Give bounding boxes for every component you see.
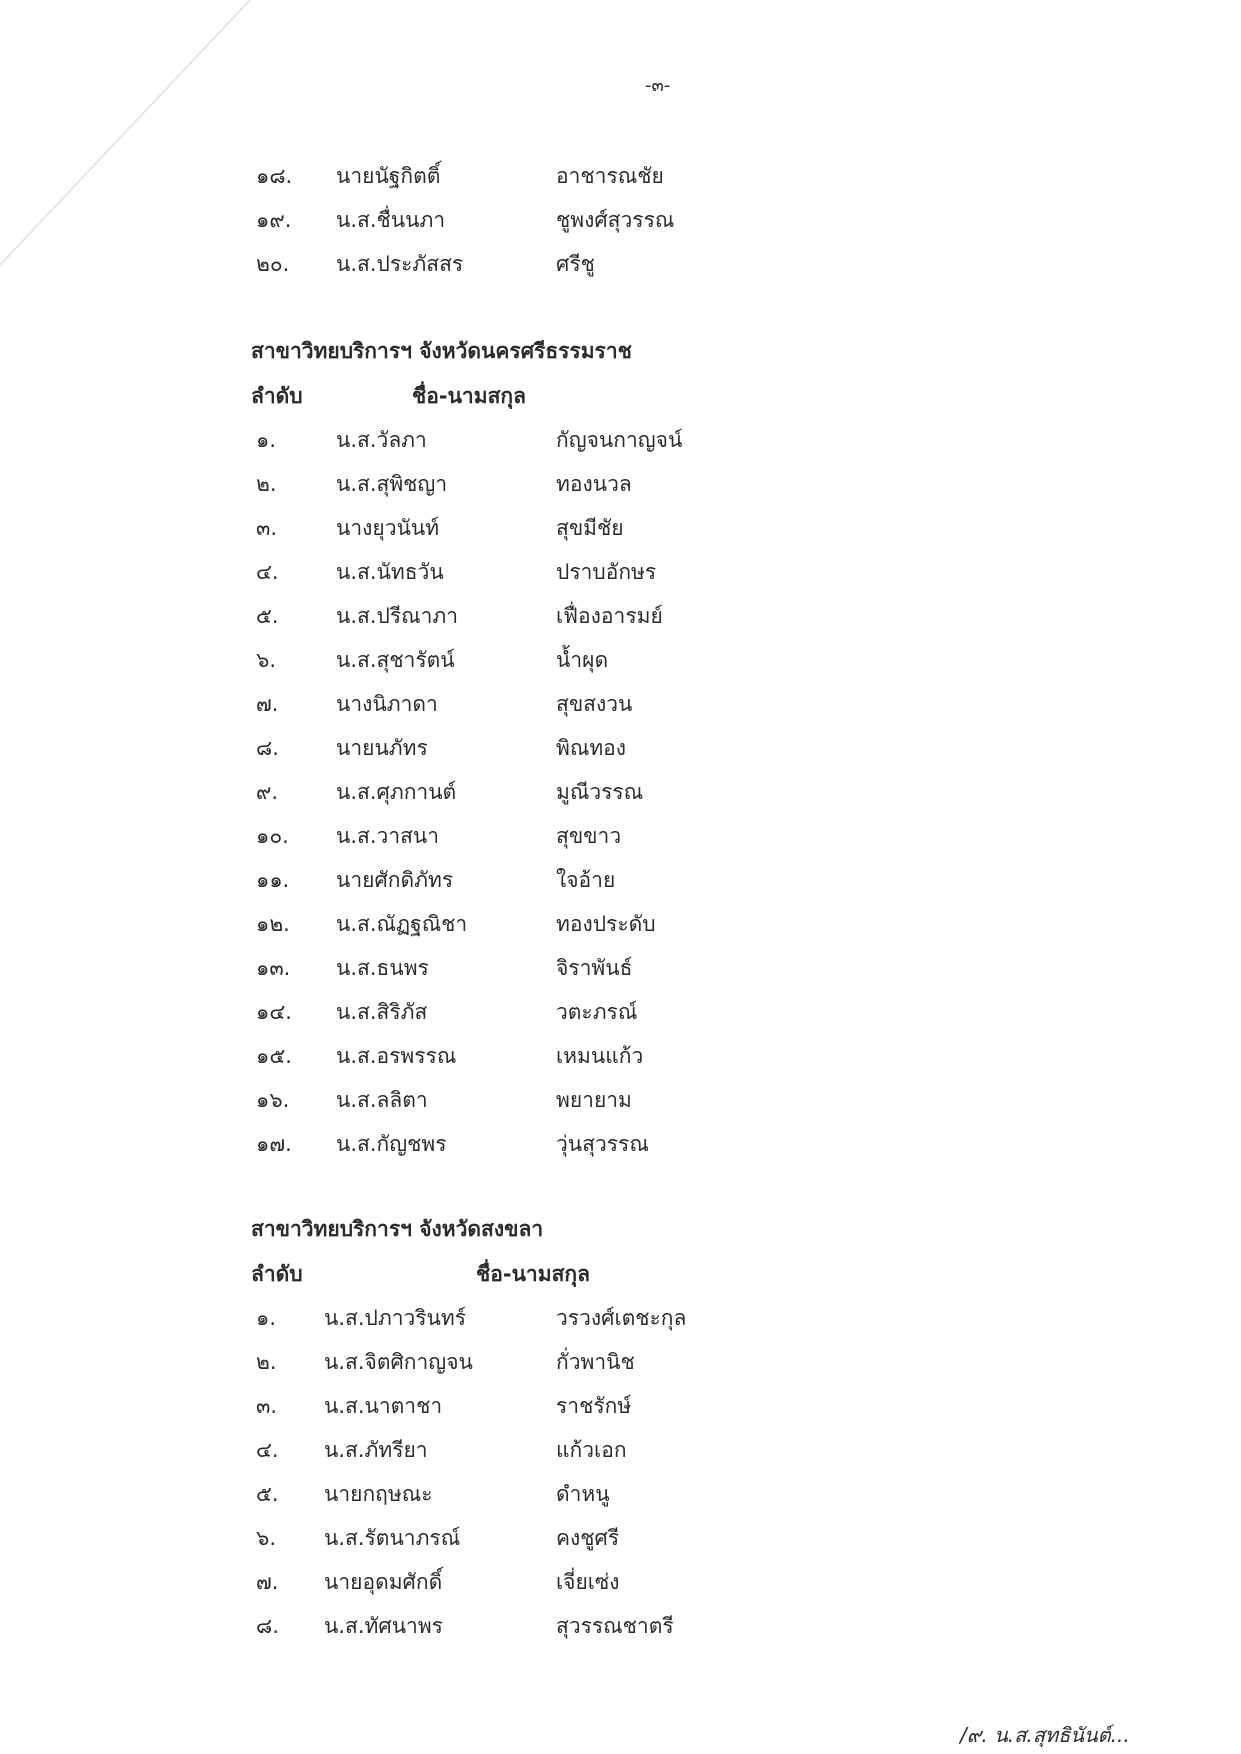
item-number: ๑๓. — [256, 956, 291, 980]
item-name: น.ส.สิริภัส — [336, 1000, 428, 1024]
page-number: -๓- — [645, 75, 671, 96]
item-number: ๖. — [256, 648, 277, 672]
item-name: นายกฤษณะ — [324, 1482, 433, 1506]
item-name: น.ส.ภัทรียา — [324, 1438, 428, 1462]
item-name: น.ส.วัลภา — [336, 428, 427, 452]
item-name: น.ส.อรพรรณ — [336, 1044, 457, 1068]
item-surname: สุวรรณชาตรี — [556, 1614, 674, 1638]
item-number: ๓. — [256, 1394, 278, 1418]
item-surname: กัญจนกาญจน์ — [556, 428, 683, 452]
item-number: ๕. — [256, 1482, 279, 1506]
item-name: น.ส.ณัฏฐณิชา — [336, 912, 468, 936]
item-number: ๕. — [256, 604, 279, 628]
item-number: ๑๔. — [256, 1000, 292, 1024]
item-surname: พยายาม — [556, 1088, 632, 1112]
item-surname: ดำหนู — [556, 1482, 610, 1506]
section-title-nakhon-si-thammarat: สาขาวิทยบริการฯ จังหวัดนครศรีธรรมราช — [251, 339, 632, 363]
item-number: ๒. — [256, 472, 277, 496]
item-surname: ทองประดับ — [556, 912, 656, 936]
item-name: นายนภัทร — [336, 736, 428, 760]
item-name: นางยุวนันท์ — [336, 516, 440, 540]
item-number: ๒๐. — [256, 252, 290, 276]
item-surname: เฟื่องอารมย์ — [556, 604, 663, 628]
item-number: ๑๗. — [256, 1132, 292, 1156]
item-surname: สุขขาว — [556, 824, 622, 848]
item-number: ๙. — [256, 780, 279, 804]
item-name: น.ส.ปรีณาภา — [336, 604, 459, 628]
item-surname: ปราบอักษร — [556, 560, 657, 584]
column-header-name: ชื่อ-นามสกุล — [476, 1262, 590, 1286]
item-number: ๒. — [256, 1350, 277, 1374]
item-name: นางนิภาดา — [336, 692, 438, 716]
item-surname: เจี่ยเซ่ง — [556, 1570, 620, 1594]
item-name: น.ส.ทัศนาพร — [324, 1614, 443, 1638]
item-surname: ชูพงศ์สุวรรณ — [556, 208, 675, 232]
item-surname: พิณทอง — [556, 736, 627, 760]
item-number: ๘. — [256, 736, 279, 760]
item-name: น.ส.วาสนา — [336, 824, 440, 848]
item-name: น.ส.ลลิตา — [336, 1088, 428, 1112]
item-name: นายนัฐกิตติ์ — [336, 164, 441, 188]
item-number: ๘. — [256, 1614, 279, 1638]
item-surname: อาชารณชัย — [556, 164, 664, 188]
item-number: ๑๙. — [256, 208, 292, 232]
column-header-order: ลำดับ — [251, 1262, 303, 1286]
item-surname: ใจอ้าย — [556, 868, 616, 892]
item-surname: ทองนวล — [556, 472, 632, 496]
item-surname: กั่วพานิช — [556, 1350, 635, 1374]
item-name: น.ส.สุพิชญา — [336, 472, 448, 496]
item-number: ๑๒. — [256, 912, 290, 936]
item-name: น.ส.ชื่นนภา — [336, 208, 446, 232]
item-name: น.ส.จิตศิกาญจน — [324, 1350, 473, 1374]
item-surname: จิราพันธ์ — [556, 956, 633, 980]
item-surname: คงชูศรี — [556, 1526, 620, 1550]
item-name: น.ส.ปภาวรินทร์ — [324, 1306, 467, 1330]
item-name: นายอุดมศักดิ์ — [324, 1570, 443, 1594]
item-surname: วรวงศ์เตชะกุล — [556, 1306, 687, 1330]
column-header-name: ชื่อ-นามสกุล — [412, 384, 526, 408]
item-surname: สุขสงวน — [556, 692, 633, 716]
item-number: ๖. — [256, 1526, 277, 1550]
item-surname: ศรีชู — [556, 252, 595, 276]
item-surname: ราชรักษ์ — [556, 1394, 632, 1418]
item-name: น.ส.สุชารัตน์ — [336, 648, 455, 672]
item-name: น.ส.นาตาชา — [324, 1394, 443, 1418]
item-number: ๑๕. — [256, 1044, 292, 1068]
continuation-note: /๙. น.ส.สุทธินันต์... — [960, 1723, 1130, 1747]
item-surname: วุ่นสุวรรณ — [556, 1132, 649, 1156]
scan-fold-mark — [0, 0, 260, 280]
section-title-songkhla: สาขาวิทยบริการฯ จังหวัดสงขลา — [251, 1217, 544, 1241]
item-name: น.ส.กัญชพร — [336, 1132, 447, 1156]
item-number: ๗. — [256, 692, 279, 716]
item-name: น.ส.นัทธวัน — [336, 560, 444, 584]
item-surname: แก้วเอก — [556, 1438, 627, 1462]
item-number: ๑๐. — [256, 824, 289, 848]
item-name: น.ส.รัตนาภรณ์ — [324, 1526, 461, 1550]
item-number: ๔. — [256, 560, 279, 584]
item-number: ๑๖. — [256, 1088, 290, 1112]
item-number: ๔. — [256, 1438, 279, 1462]
item-surname: วตะภรณ์ — [556, 1000, 638, 1024]
item-name: น.ส.ประภัสสร — [336, 252, 464, 276]
item-number: ๑๘. — [256, 164, 293, 188]
item-number: ๑. — [256, 1306, 277, 1330]
item-name: น.ส.ศุภกานต์ — [336, 780, 457, 804]
item-number: ๗. — [256, 1570, 279, 1594]
item-number: ๑๑. — [256, 868, 290, 892]
column-header-order: ลำดับ — [251, 384, 303, 408]
item-surname: น้ำผุด — [556, 648, 609, 672]
item-number: ๑. — [256, 428, 277, 452]
item-name: น.ส.ธนพร — [336, 956, 429, 980]
item-surname: มูณีวรรณ — [556, 780, 644, 804]
item-number: ๓. — [256, 516, 278, 540]
item-surname: สุขมีชัย — [556, 516, 624, 540]
item-name: นายศักดิภัทร — [336, 868, 454, 892]
item-surname: เหมนแก้ว — [556, 1044, 644, 1068]
